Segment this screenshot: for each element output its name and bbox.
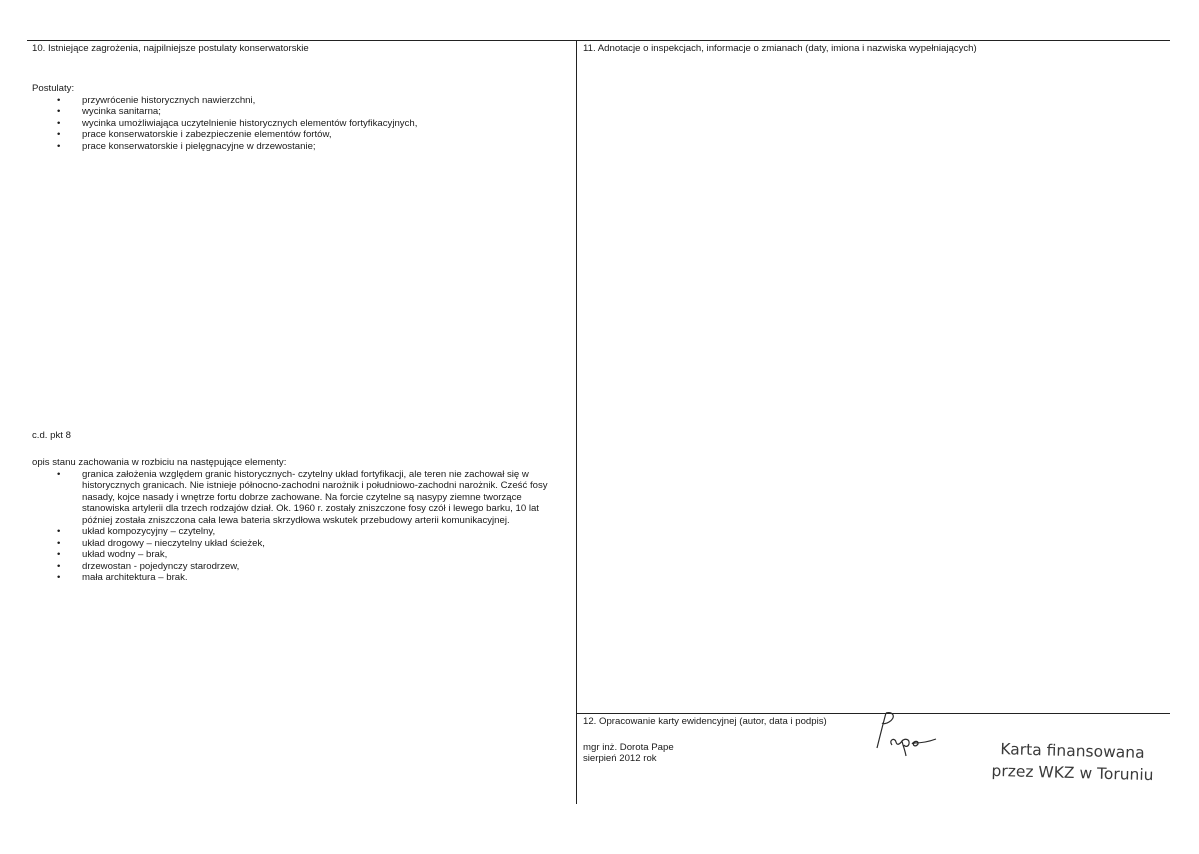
opis-list bbox=[32, 469, 560, 584]
list-item: • układ wodny – brak, bbox=[32, 549, 560, 561]
cd-label: c.d. pkt 8 bbox=[32, 430, 71, 441]
section12-title: 12. Opracowanie karty ewidencyjnej (autor, data i podpis) bbox=[583, 716, 827, 727]
section10-title: 10. Istniejące zagrożenia, najpilniejsze postulaty konserwatorskie bbox=[32, 43, 309, 54]
postulaty-block bbox=[32, 83, 572, 152]
funding-stamp bbox=[985, 740, 1160, 784]
column-divider bbox=[576, 40, 577, 804]
list-item: • wycinka umożliwiająca uczytelnienie historycznych elementów fortyfikacyjnych, bbox=[32, 118, 572, 130]
author-block bbox=[583, 742, 674, 764]
opis-label: opis stanu zachowania w rozbiciu na następujące elementy: bbox=[32, 457, 287, 468]
postulaty-label: Postulaty: bbox=[32, 83, 75, 94]
section11-title: 11. Adnotacje o inspekcjach, informacje o zmianach (daty, imiona i nazwiska wypełniających) bbox=[583, 43, 977, 54]
author-date: sierpień 2012 rok bbox=[583, 753, 657, 764]
list-item: • drzewostan - pojedynczy starodrzew, bbox=[32, 561, 560, 573]
author-name: mgr inż. Dorota Pape bbox=[583, 742, 674, 753]
postulaty-list bbox=[32, 95, 572, 153]
list-item: • układ drogowy – nieczytelny układ ścieżek, bbox=[32, 538, 560, 550]
stamp-line1: Karta finansowana bbox=[1000, 740, 1145, 762]
list-item: • wycinka sanitarna; bbox=[32, 106, 572, 118]
opis-block bbox=[32, 457, 560, 584]
stamp-line2: przez WKZ w Toruniu bbox=[991, 761, 1154, 785]
list-item: • granica założenia względem granic historycznych- czytelny układ fortyfikacji, ale teren nie zachował się w historycznych granicach. Nie istnieje północno-zachodni narożnik i południowo-zachodni narożnik. Cześć fosy nasady, kojce nasady i wnętrze fortu dobrze zachowane. Na forcie czytelne są nasypy ziemne tworzące stanowiska artylerii dla trzech rodzajów dział. Ok. 1960 r. zostały zniszczone fosy czół i lewego barku, 10 lat później została zniszczona cała lewa bateria skrzydłowa wskutek przebudowy arterii komunikacyjnej. bbox=[32, 469, 560, 527]
list-item: • prace konserwatorskie i zabezpieczenie elementów fortów, bbox=[32, 129, 572, 141]
list-item: • prace konserwatorskie i pielęgnacyjne w drzewostanie; bbox=[32, 141, 572, 153]
list-item: • przywrócenie historycznych nawierzchni, bbox=[32, 95, 572, 107]
list-item: • układ kompozycyjny – czytelny, bbox=[32, 526, 560, 538]
top-rule bbox=[27, 40, 1170, 41]
list-item: • mała architektura – brak. bbox=[32, 572, 560, 584]
handwritten-signature bbox=[872, 710, 952, 764]
